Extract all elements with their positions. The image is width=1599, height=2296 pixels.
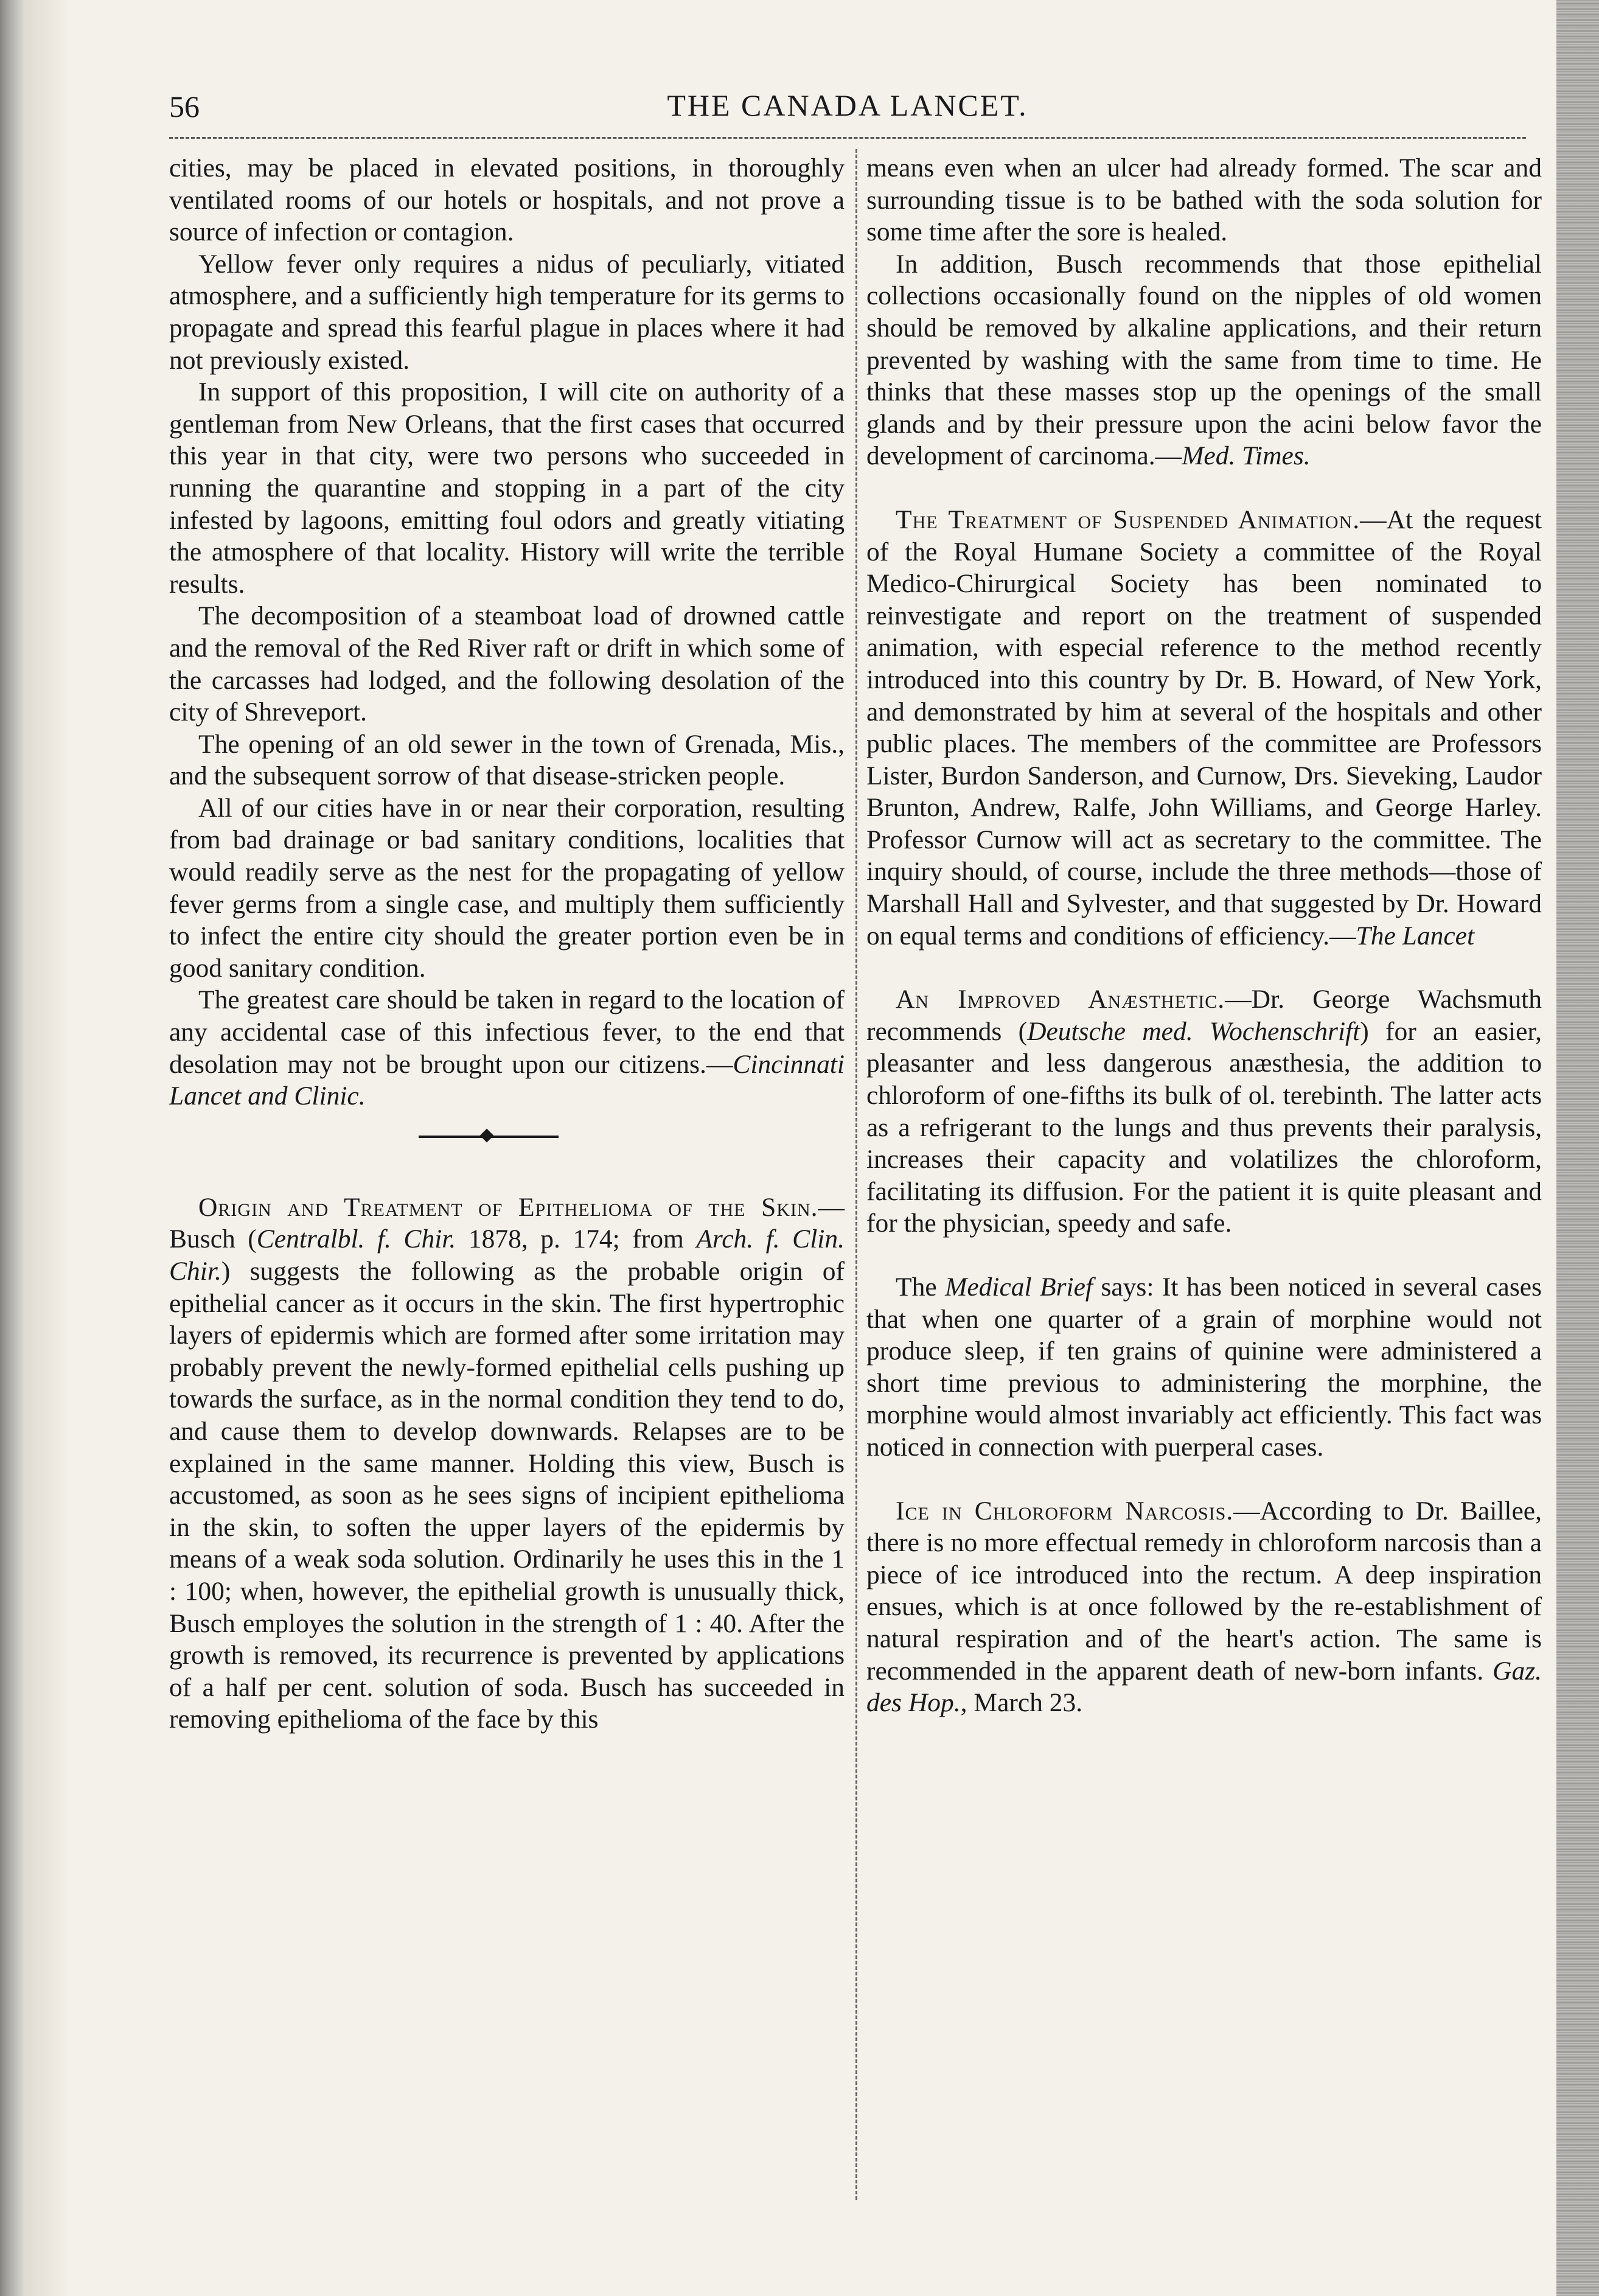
page-number: 56 [169,89,200,124]
article-text: says: It has been noticed in several cases that when one quarter of a grain of morphine would not produce sleep, if ten grains of quinine were administered a short time previous to administering the morphine, the morphine would almost invariably act efficiently. This fact was noticed in connection with puerperal cases. [866,1272,1542,1462]
paragraph: The decomposition of a steamboat load of drowned cattle and the removal of the Red River raft or drift in which some of the carcasses had lodged, and the following desolation of the city of Shreveport. [169,601,845,727]
article-text: ) suggests the following as the probable origin of epithelial cancer as it occurs in the skin. The first hypertrophic layers of epidermis which are formed after some irritation may probably prevent the newly-formed epithelial cells pushing up towards the surface, as in the normal condition they tend to do, and cause them to develop downwards. Relapses are to be explained in the same manner. Holding this view, Busch is accustomed, as soon as he sees signs of incipient epithelioma in the skin, to soften the upper layers of the epidermis by means of a weak soda solution. Ordinarily he uses this in the 1 : 100; when, however, the epithelial growth is unusually thick, Busch employes the solution in the strength of 1 : 40. After the growth is removed, its recurrence is prevented by applications of a half per cent. solution of soda. Busch has succeeded in removing epithelioma of the face by this [169,1257,845,1734]
page-header [169,84,1526,127]
article-text: The [896,1272,946,1302]
source-citation: Gaz. des Hop. [866,1656,1542,1718]
journal-citation: Deutsche med. Wochenschrift [1027,1016,1360,1046]
header-rule [169,137,1526,139]
paragraph: cities, may be placed in elevated positions, in thoroughly ventilated rooms of our hotels or hospitals, and not prove a source of infection or contagion. [169,153,845,247]
scan-edge-left [0,0,67,2296]
section-ornament [169,1112,845,1160]
article-text: 1878, p. 174; from [456,1224,697,1254]
source-citation: Med. Times. [1182,441,1311,471]
article-text: ) for an easier, pleasanter and less dangerous anæsthesia, the addition to chloroform of one-fifths its bulk of ol. terebinth. The latter acts as a refrigerant to the lungs and thus prevents their paralysis, increases their capacity and volatilizes the chloroform, facilitating its diffusion. For the patient it is quite pleasant and for the physician, speedy and safe. [866,1016,1542,1238]
article-heading: An Improved Anæsthetic. [896,985,1225,1014]
paragraph [866,248,1542,472]
ornament-dot [480,1128,494,1142]
article-anaesthetic [866,983,1542,1240]
journal-citation: Centralbl. f. Chir. [256,1224,456,1254]
paragraph: Yellow fever only requires a nidus of peculiarly, vitiated atmosphere, and a sufficiently high temperature for its germs to propagate and spread this fearful plague in places where it had not previously existed. [169,249,845,375]
article-heading: Ice in Chloroform Narcosis. [896,1496,1234,1526]
scan-edge-right [1556,0,1599,2296]
journal-citation: Medical Brief [945,1272,1093,1302]
journal-citation: Arch. f. Clin. Chir. [169,1224,845,1286]
article-medical-brief [866,1271,1542,1464]
article-text: —Dr. George Wachsmuth recommends ( [866,985,1542,1046]
source-citation: Cincinnati Lancet and Clinic. [169,1049,845,1111]
paragraph [169,984,845,1112]
article-text: —According to Dr. Baillee, there is no more effectual remedy in chloroform narcosis than a piece of ice introduced into the rectum. A deep inspiration ensues, which is at once followed by the re-establishment of natural respiration and of the heart's action. The same is recommended in the apparent death of new-born infants. [866,1496,1542,1686]
running-title: THE CANADA LANCET. [667,88,1028,122]
article-text: —Busch ( [169,1192,845,1254]
paragraph-text: The greatest care should be taken in regard to the location of any accidental case of this infectious fever, to the end that desolation may not be brought upon our citizens.— [169,985,845,1079]
paragraph: means even when an ulcer had already formed. The scar and surrounding tissue is to be bathed with the soda solution for some time after the sore is healed. [866,153,1542,247]
article-ice-narcosis [866,1495,1542,1719]
paragraph-text: In addition, Busch recommends that those epithelial collections occasionally found on the nipples of old women should be removed by alkaline applications, and their return prevented by washing with the same from time to time. He thinks that these masses stop up the openings of the small glands and by their pressure upon the acini below favor the development of carcinoma.— [866,249,1542,471]
right-column [866,152,1542,1719]
paragraph: The opening of an old sewer in the town of Grenada, Mis., and the subsequent sorrow of that disease-stricken people. [169,729,845,791]
article-heading: Origin and Treatment of Epithelioma of the Skin. [198,1192,818,1222]
article-suspended-animation [866,504,1542,952]
left-column [169,152,845,1736]
source-citation: The Lancet [1356,921,1475,951]
article-epithelioma [169,1192,845,1736]
paragraph: In support of this proposition, I will cite on authority of a gentleman from New Orleans, that the first cases that occurred this year in that city, were two persons who succeeded in running the quarantine and stopping in a part of the city infested by lagoons, emitting foul odors and greatly vitiating the atmosphere of that locality. History will write the terrible results. [169,377,845,599]
article-text: , March 23. [960,1688,1083,1718]
article-text: —At the request of the Royal Humane Society a committee of the Royal Medico-Chirurgical Society has been nominated to reinvestigate and report on the treatment of suspended animation, with especial reference to the method recently introduced into this country by Dr. B. Howard, of New York, and demonstrated by him at several of the hospitals and other public places. The members of the committee are Professors Lister, Burdon Sanderson, and Curnow, Drs. Sieveking, Laudor Brunton, Andrew, Ralfe, John Williams, and George Harley. Professor Curnow will act as secretary to the committee. The inquiry should, of course, include the three methods—those of Marshall Hall and Sylvester, and that suggested by Dr. Howard on equal terms and conditions of efficiency.— [866,504,1542,951]
paragraph: All of our cities have in or near their corporation, resulting from bad drainage or bad sanitary conditions, localities that would readily serve as the nest for the propagating of yellow fever germs from a single case, and multiply them sufficiently to infect the entire city should the greater portion even be in good sanitary condition. [169,793,845,983]
column-divider [855,149,857,2200]
article-heading: The Treatment of Suspended Animation. [896,504,1360,534]
